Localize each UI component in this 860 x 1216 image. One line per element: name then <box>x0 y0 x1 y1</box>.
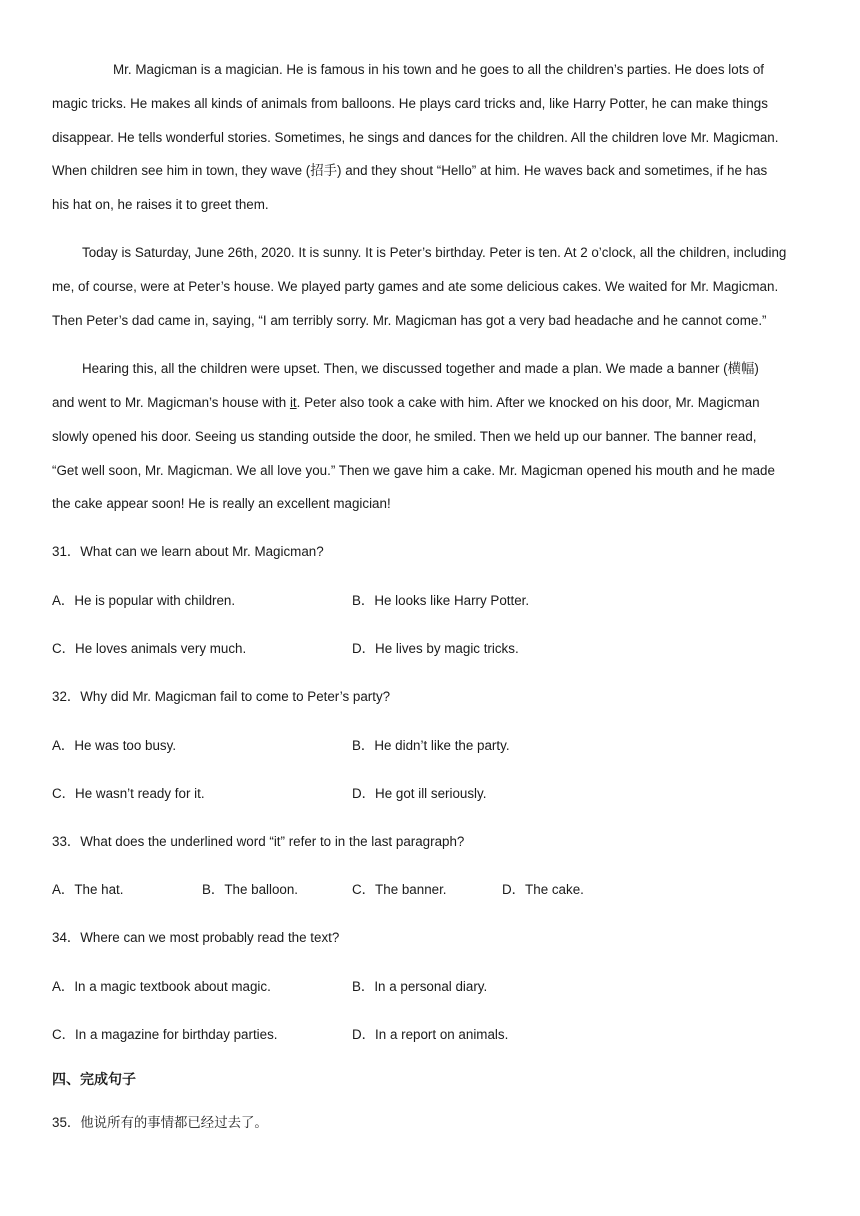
passage-line-with-underline <box>52 394 760 412</box>
question-32-option-c: C．He wasn’t ready for it. <box>52 786 205 801</box>
question-33-option-a: A．The hat. <box>52 882 124 897</box>
question-32-option-a: A．He was too busy. <box>52 738 177 753</box>
question-33-stem: 33．What does the underlined word “it” refer to in the last paragraph? <box>52 834 465 849</box>
question-32-stem: 32．Why did Mr. Magicman fail to come to Peter’s party? <box>52 689 391 704</box>
question-32-option-b: B．He didn’t like the party. <box>352 738 510 753</box>
passage-line: When children see him in town, they wave (招手) and they shout “Hello” at him. He waves back and sometimes, if he has <box>52 163 768 178</box>
question-31-option-c: C．He loves animals very much. <box>52 641 247 656</box>
passage-line: Hearing this, all the children were upset. Then, we discussed together and made a plan. We made a banner (横幅) <box>82 361 759 376</box>
question-33-option-b: B．The balloon. <box>202 882 299 897</box>
question-33-option-c: C．The banner. <box>352 882 447 897</box>
underlined-word-it: it <box>289 395 297 410</box>
passage-line: “Get well soon, Mr. Magicman. We all love you.” Then we gave him a cake. Mr. Magicman opened his mouth and he made <box>52 463 775 478</box>
passage-line: Mr. Magicman is a magician. He is famous in his town and he goes to all the children’s parties. He does lots of <box>113 62 765 77</box>
passage-text: and went to Mr. Magicman’s house with <box>52 395 290 410</box>
question-34-option-b: B．In a personal diary. <box>352 979 488 994</box>
question-34-stem: 34．Where can we most probably read the text? <box>52 930 340 945</box>
question-31-option-d: D．He lives by magic tricks. <box>352 641 519 656</box>
passage-line: me, of course, were at Peter’s house. We played party games and ate some delicious cakes. We waited for Mr. Magicman. <box>52 279 779 294</box>
passage-line: disappear. He tells wonderful stories. Sometimes, he sings and dances for the children. All the children love Mr. Magicman. <box>52 130 779 145</box>
question-34-option-a: A．In a magic textbook about magic. <box>52 979 271 994</box>
passage-line: magic tricks. He makes all kinds of animals from balloons. He plays card tricks and, like Harry Potter, he can make things <box>52 96 768 111</box>
question-34-option-d: D．In a report on animals. <box>352 1027 509 1042</box>
passage-line: slowly opened his door. Seeing us standing outside the door, he smiled. Then we held up our banner. The banner read, <box>52 429 757 444</box>
question-31-option-a: A．He is popular with children. <box>52 593 236 608</box>
passage-line: his hat on, he raises it to greet them. <box>52 197 269 212</box>
question-33-option-d: D．The cake. <box>502 882 584 897</box>
passage-line: Then Peter’s dad came in, saying, “I am terribly sorry. Mr. Magicman has got a very bad headache and he cannot come.” <box>52 313 767 328</box>
question-32-option-d: D．He got ill seriously. <box>352 786 487 801</box>
question-35-stem: 35．他说所有的事情都已经过去了。 <box>52 1115 268 1130</box>
passage-line: the cake appear soon! He is really an excellent magician! <box>52 496 391 511</box>
section-title: 四、完成句子 <box>52 1071 136 1087</box>
question-34-option-c: C．In a magazine for birthday parties. <box>52 1027 278 1042</box>
question-31-stem: 31．What can we learn about Mr. Magicman? <box>52 544 324 559</box>
passage-text: . Peter also took a cake with him. After we knocked on his door, Mr. Magicman <box>296 395 760 410</box>
passage-line: Today is Saturday, June 26th, 2020. It is sunny. It is Peter’s birthday. Peter is ten. At 2 o’clock, all the children, including <box>82 245 787 260</box>
question-31-option-b: B．He looks like Harry Potter. <box>352 593 530 608</box>
